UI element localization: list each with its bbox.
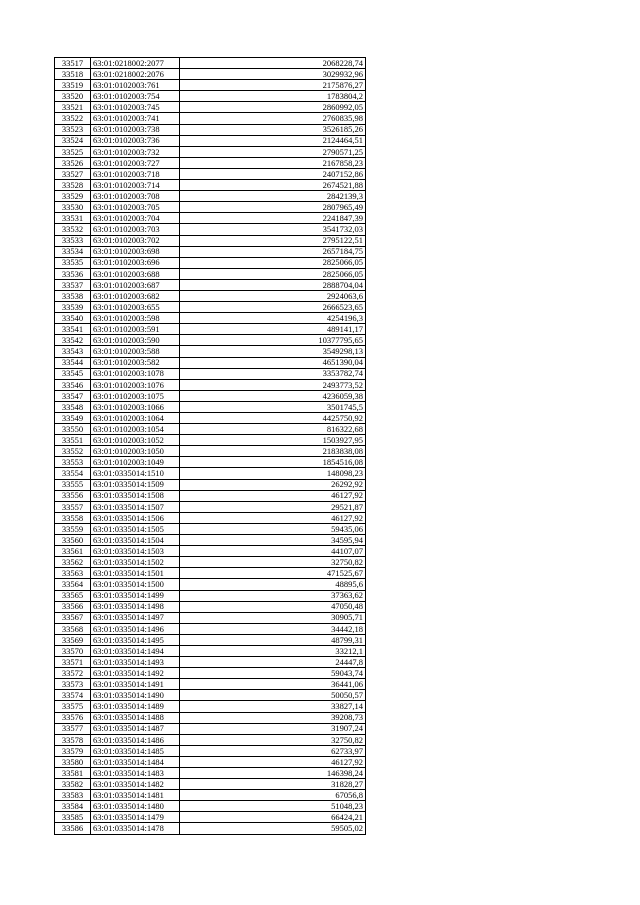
cadastral-number-cell: 63:01:0335014:1493 bbox=[91, 657, 180, 668]
cadastral-value-cell: 31828,27 bbox=[180, 779, 366, 790]
cadastral-number-cell: 63:01:0102003:704 bbox=[91, 213, 180, 224]
row-number-cell: 33518 bbox=[55, 69, 91, 80]
cadastral-number-cell: 63:01:0102003:703 bbox=[91, 224, 180, 235]
table-row bbox=[55, 235, 366, 246]
cadastral-value-cell: 47050,48 bbox=[180, 601, 366, 612]
cadastral-number-cell: 63:01:0335014:1503 bbox=[91, 546, 180, 557]
table-row bbox=[55, 768, 366, 779]
table-row bbox=[55, 146, 366, 157]
cadastral-number-cell: 63:01:0102003:582 bbox=[91, 357, 180, 368]
cadastral-value-cell: 3029932,96 bbox=[180, 69, 366, 80]
cadastral-number-cell: 63:01:0335014:1504 bbox=[91, 535, 180, 546]
row-number-cell: 33584 bbox=[55, 801, 91, 812]
table-row bbox=[55, 124, 366, 135]
row-number-cell: 33546 bbox=[55, 379, 91, 390]
row-number-cell: 33551 bbox=[55, 435, 91, 446]
row-number-cell: 33553 bbox=[55, 457, 91, 468]
cadastral-number-cell: 63:01:0335014:1492 bbox=[91, 668, 180, 679]
row-number-cell: 33569 bbox=[55, 634, 91, 645]
cadastral-value-cell: 2175876,27 bbox=[180, 80, 366, 91]
table-row bbox=[55, 135, 366, 146]
table-row bbox=[55, 568, 366, 579]
cadastral-number-cell: 63:01:0335014:1481 bbox=[91, 790, 180, 801]
cadastral-value-cell: 50050,57 bbox=[180, 690, 366, 701]
cadastral-value-cell: 66424,21 bbox=[180, 812, 366, 823]
cadastral-value-cell: 2407152,86 bbox=[180, 168, 366, 179]
cadastral-number-cell: 63:01:0102003:655 bbox=[91, 302, 180, 313]
row-number-cell: 33568 bbox=[55, 623, 91, 634]
cadastral-number-cell: 63:01:0335014:1484 bbox=[91, 756, 180, 767]
cadastral-value-cell: 2760835,98 bbox=[180, 113, 366, 124]
row-number-cell: 33529 bbox=[55, 191, 91, 202]
row-number-cell: 33541 bbox=[55, 324, 91, 335]
table-row bbox=[55, 413, 366, 424]
cadastral-number-cell: 63:01:0102003:738 bbox=[91, 124, 180, 135]
cadastral-number-cell: 63:01:0102003:702 bbox=[91, 235, 180, 246]
table-row bbox=[55, 512, 366, 523]
table-row bbox=[55, 479, 366, 490]
row-number-cell: 33573 bbox=[55, 679, 91, 690]
table-row bbox=[55, 790, 366, 801]
cadastral-value-cell: 1854516,08 bbox=[180, 457, 366, 468]
table-row bbox=[55, 623, 366, 634]
row-number-cell: 33550 bbox=[55, 424, 91, 435]
table-row bbox=[55, 801, 366, 812]
row-number-cell: 33577 bbox=[55, 723, 91, 734]
row-number-cell: 33562 bbox=[55, 557, 91, 568]
row-number-cell: 33560 bbox=[55, 535, 91, 546]
table-row bbox=[55, 657, 366, 668]
row-number-cell: 33544 bbox=[55, 357, 91, 368]
row-number-cell: 33543 bbox=[55, 346, 91, 357]
cadastral-value-cell: 4425750,92 bbox=[180, 413, 366, 424]
cadastral-number-cell: 63:01:0335014:1489 bbox=[91, 701, 180, 712]
table-row bbox=[55, 346, 366, 357]
cadastral-number-cell: 63:01:0102003:1066 bbox=[91, 401, 180, 412]
cadastral-value-cell: 34595,94 bbox=[180, 535, 366, 546]
table-row bbox=[55, 268, 366, 279]
row-number-cell: 33567 bbox=[55, 612, 91, 623]
table-row bbox=[55, 535, 366, 546]
row-number-cell: 33545 bbox=[55, 368, 91, 379]
cadastral-number-cell: 63:01:0102003:708 bbox=[91, 191, 180, 202]
cadastral-value-cell: 2825066,05 bbox=[180, 257, 366, 268]
table-row bbox=[55, 224, 366, 235]
cadastral-value-cell: 33827,14 bbox=[180, 701, 366, 712]
cadastral-number-cell: 63:01:0102003:598 bbox=[91, 313, 180, 324]
cadastral-number-cell: 63:01:0335014:1495 bbox=[91, 634, 180, 645]
cadastral-number-cell: 63:01:0102003:1075 bbox=[91, 390, 180, 401]
cadastral-value-cell: 4651390,04 bbox=[180, 357, 366, 368]
table-row bbox=[55, 180, 366, 191]
row-number-cell: 33566 bbox=[55, 601, 91, 612]
row-number-cell: 33528 bbox=[55, 180, 91, 191]
cadastral-value-cell: 29521,87 bbox=[180, 501, 366, 512]
table-row bbox=[55, 69, 366, 80]
table-row bbox=[55, 58, 366, 69]
row-number-cell: 33554 bbox=[55, 468, 91, 479]
row-number-cell: 33539 bbox=[55, 302, 91, 313]
cadastral-number-cell: 63:01:0335014:1508 bbox=[91, 490, 180, 501]
cadastral-value-cell: 2807965,49 bbox=[180, 202, 366, 213]
cadastral-value-cell: 2167858,23 bbox=[180, 157, 366, 168]
cadastral-number-cell: 63:01:0335014:1486 bbox=[91, 734, 180, 745]
row-number-cell: 33548 bbox=[55, 401, 91, 412]
cadastral-value-cell: 2657184,75 bbox=[180, 246, 366, 257]
table-row bbox=[55, 712, 366, 723]
table-row bbox=[55, 723, 366, 734]
cadastral-number-cell: 63:01:0102003:718 bbox=[91, 168, 180, 179]
cadastral-number-cell: 63:01:0102003:732 bbox=[91, 146, 180, 157]
row-number-cell: 33532 bbox=[55, 224, 91, 235]
table-body bbox=[55, 58, 366, 835]
table-row bbox=[55, 324, 366, 335]
table-row bbox=[55, 279, 366, 290]
cadastral-value-cell: 148098,23 bbox=[180, 468, 366, 479]
row-number-cell: 33582 bbox=[55, 779, 91, 790]
cadastral-number-cell: 63:01:0102003:761 bbox=[91, 80, 180, 91]
cadastral-number-cell: 63:01:0335014:1490 bbox=[91, 690, 180, 701]
cadastral-value-cell: 2924063,6 bbox=[180, 290, 366, 301]
cadastral-value-cell: 2493773,52 bbox=[180, 379, 366, 390]
row-number-cell: 33558 bbox=[55, 512, 91, 523]
row-number-cell: 33523 bbox=[55, 124, 91, 135]
cadastral-value-cell: 48799,31 bbox=[180, 634, 366, 645]
table-row bbox=[55, 557, 366, 568]
row-number-cell: 33571 bbox=[55, 657, 91, 668]
table-row bbox=[55, 690, 366, 701]
cadastral-value-cell: 2068228,74 bbox=[180, 58, 366, 69]
cadastral-value-cell: 489141,17 bbox=[180, 324, 366, 335]
cadastral-value-cell: 36441,06 bbox=[180, 679, 366, 690]
cadastral-value-cell: 1503927,95 bbox=[180, 435, 366, 446]
row-number-cell: 33521 bbox=[55, 102, 91, 113]
row-number-cell: 33557 bbox=[55, 501, 91, 512]
table-row bbox=[55, 91, 366, 102]
row-number-cell: 33570 bbox=[55, 645, 91, 656]
cadastral-number-cell: 63:01:0335014:1487 bbox=[91, 723, 180, 734]
cadastral-number-cell: 63:01:0335014:1491 bbox=[91, 679, 180, 690]
cadastral-value-cell: 31907,24 bbox=[180, 723, 366, 734]
cadastral-value-cell: 2241847,39 bbox=[180, 213, 366, 224]
row-number-cell: 33538 bbox=[55, 290, 91, 301]
cadastral-number-cell: 63:01:0102003:698 bbox=[91, 246, 180, 257]
row-number-cell: 33578 bbox=[55, 734, 91, 745]
table-row bbox=[55, 435, 366, 446]
row-number-cell: 33519 bbox=[55, 80, 91, 91]
cadastral-value-cell: 2888704,04 bbox=[180, 279, 366, 290]
cadastral-value-cell: 2790571,25 bbox=[180, 146, 366, 157]
row-number-cell: 33581 bbox=[55, 768, 91, 779]
cadastral-number-cell: 63:01:0335014:1497 bbox=[91, 612, 180, 623]
cadastral-number-cell: 63:01:0335014:1496 bbox=[91, 623, 180, 634]
cadastral-number-cell: 63:01:0102003:745 bbox=[91, 102, 180, 113]
cadastral-value-cell: 4254196,3 bbox=[180, 313, 366, 324]
table-row bbox=[55, 579, 366, 590]
row-number-cell: 33549 bbox=[55, 413, 91, 424]
table-row bbox=[55, 157, 366, 168]
cadastral-value-cell: 146398,24 bbox=[180, 768, 366, 779]
cadastral-value-cell: 471525,67 bbox=[180, 568, 366, 579]
row-number-cell: 33585 bbox=[55, 812, 91, 823]
table-row bbox=[55, 546, 366, 557]
row-number-cell: 33586 bbox=[55, 823, 91, 834]
table-row bbox=[55, 290, 366, 301]
table-row bbox=[55, 401, 366, 412]
table-row bbox=[55, 246, 366, 257]
cadastral-number-cell: 63:01:0335014:1483 bbox=[91, 768, 180, 779]
cadastral-value-cell: 4236059,38 bbox=[180, 390, 366, 401]
cadastral-value-cell: 32750,82 bbox=[180, 734, 366, 745]
table-row bbox=[55, 424, 366, 435]
cadastral-value-cell: 3541732,03 bbox=[180, 224, 366, 235]
cadastral-number-cell: 63:01:0102003:682 bbox=[91, 290, 180, 301]
cadastral-number-cell: 63:01:0335014:1506 bbox=[91, 512, 180, 523]
cadastral-value-cell: 24447,8 bbox=[180, 657, 366, 668]
cadastral-value-cell: 44107,07 bbox=[180, 546, 366, 557]
row-number-cell: 33537 bbox=[55, 279, 91, 290]
table-row bbox=[55, 501, 366, 512]
cadastral-value-cell: 39208,73 bbox=[180, 712, 366, 723]
cadastral-value-cell: 816322,68 bbox=[180, 424, 366, 435]
row-number-cell: 33559 bbox=[55, 523, 91, 534]
cadastral-value-cell: 2795122,51 bbox=[180, 235, 366, 246]
cadastral-value-cell: 67056,8 bbox=[180, 790, 366, 801]
table-row bbox=[55, 523, 366, 534]
table-row bbox=[55, 468, 366, 479]
row-number-cell: 33565 bbox=[55, 590, 91, 601]
row-number-cell: 33522 bbox=[55, 113, 91, 124]
cadastral-number-cell: 63:01:0102003:590 bbox=[91, 335, 180, 346]
cadastral-number-cell: 63:01:0335014:1510 bbox=[91, 468, 180, 479]
row-number-cell: 33527 bbox=[55, 168, 91, 179]
table-row bbox=[55, 313, 366, 324]
table-row bbox=[55, 701, 366, 712]
row-number-cell: 33533 bbox=[55, 235, 91, 246]
row-number-cell: 33555 bbox=[55, 479, 91, 490]
cadastral-number-cell: 63:01:0335014:1502 bbox=[91, 557, 180, 568]
table-row bbox=[55, 612, 366, 623]
table-row bbox=[55, 213, 366, 224]
cadastral-number-cell: 63:01:0335014:1501 bbox=[91, 568, 180, 579]
table-row bbox=[55, 634, 366, 645]
cadastral-number-cell: 63:01:0102003:754 bbox=[91, 91, 180, 102]
table-row bbox=[55, 302, 366, 313]
cadastral-value-cell: 2183838,08 bbox=[180, 446, 366, 457]
cadastral-value-cell: 33212,1 bbox=[180, 645, 366, 656]
table-row bbox=[55, 756, 366, 767]
row-number-cell: 33542 bbox=[55, 335, 91, 346]
cadastral-number-cell: 63:01:0335014:1494 bbox=[91, 645, 180, 656]
cadastral-value-cell: 46127,92 bbox=[180, 756, 366, 767]
row-number-cell: 33530 bbox=[55, 202, 91, 213]
cadastral-number-cell: 63:01:0102003:705 bbox=[91, 202, 180, 213]
row-number-cell: 33580 bbox=[55, 756, 91, 767]
row-number-cell: 33552 bbox=[55, 446, 91, 457]
table-row bbox=[55, 734, 366, 745]
row-number-cell: 33517 bbox=[55, 58, 91, 69]
table-row bbox=[55, 601, 366, 612]
cadastral-value-cell: 46127,92 bbox=[180, 490, 366, 501]
row-number-cell: 33525 bbox=[55, 146, 91, 157]
table-row bbox=[55, 679, 366, 690]
table-row bbox=[55, 490, 366, 501]
table-row bbox=[55, 168, 366, 179]
cadastral-number-cell: 63:01:0102003:591 bbox=[91, 324, 180, 335]
cadastral-value-cell: 46127,92 bbox=[180, 512, 366, 523]
cadastral-number-cell: 63:01:0335014:1507 bbox=[91, 501, 180, 512]
cadastral-number-cell: 63:01:0102003:1050 bbox=[91, 446, 180, 457]
cadastral-value-cell: 3526185,26 bbox=[180, 124, 366, 135]
row-number-cell: 33520 bbox=[55, 91, 91, 102]
cadastral-value-cell: 30905,71 bbox=[180, 612, 366, 623]
row-number-cell: 33583 bbox=[55, 790, 91, 801]
table-row bbox=[55, 102, 366, 113]
cadastral-number-cell: 63:01:0335014:1488 bbox=[91, 712, 180, 723]
cadastral-number-cell: 63:01:0335014:1480 bbox=[91, 801, 180, 812]
table-row bbox=[55, 779, 366, 790]
row-number-cell: 33576 bbox=[55, 712, 91, 723]
cadastral-value-cell: 48895,6 bbox=[180, 579, 366, 590]
cadastral-number-cell: 63:01:0335014:1479 bbox=[91, 812, 180, 823]
cadastral-number-cell: 63:01:0102003:1049 bbox=[91, 457, 180, 468]
table-row bbox=[55, 335, 366, 346]
cadastral-value-cell: 2674521,88 bbox=[180, 180, 366, 191]
cadastral-number-cell: 63:01:0102003:736 bbox=[91, 135, 180, 146]
table-row bbox=[55, 668, 366, 679]
row-number-cell: 33531 bbox=[55, 213, 91, 224]
cadastral-value-cell: 32750,82 bbox=[180, 557, 366, 568]
row-number-cell: 33540 bbox=[55, 313, 91, 324]
cadastral-number-cell: 63:01:0102003:741 bbox=[91, 113, 180, 124]
row-number-cell: 33534 bbox=[55, 246, 91, 257]
cadastral-value-cell: 59435,06 bbox=[180, 523, 366, 534]
cadastral-value-cell: 10377795,65 bbox=[180, 335, 366, 346]
cadastral-value-cell: 2666523,65 bbox=[180, 302, 366, 313]
cadastral-value-cell: 1783804,2 bbox=[180, 91, 366, 102]
cadastral-number-cell: 63:01:0218002:2077 bbox=[91, 58, 180, 69]
table-row bbox=[55, 113, 366, 124]
cadastral-value-cell: 51048,23 bbox=[180, 801, 366, 812]
row-number-cell: 33575 bbox=[55, 701, 91, 712]
table-row bbox=[55, 368, 366, 379]
row-number-cell: 33526 bbox=[55, 157, 91, 168]
cadastral-number-cell: 63:01:0102003:1078 bbox=[91, 368, 180, 379]
cadastral-value-cell: 3353782,74 bbox=[180, 368, 366, 379]
cadastral-number-cell: 63:01:0335014:1498 bbox=[91, 601, 180, 612]
cadastral-number-cell: 63:01:0335014:1505 bbox=[91, 523, 180, 534]
table-row bbox=[55, 357, 366, 368]
cadastral-value-cell: 34442,18 bbox=[180, 623, 366, 634]
table-row bbox=[55, 745, 366, 756]
cadastral-number-cell: 63:01:0102003:1064 bbox=[91, 413, 180, 424]
cadastral-value-cell: 3501745,5 bbox=[180, 401, 366, 412]
table-row bbox=[55, 202, 366, 213]
row-number-cell: 33536 bbox=[55, 268, 91, 279]
table-row bbox=[55, 390, 366, 401]
cadastral-value-cell: 2860992,05 bbox=[180, 102, 366, 113]
table-row bbox=[55, 446, 366, 457]
row-number-cell: 33563 bbox=[55, 568, 91, 579]
cadastral-number-cell: 63:01:0102003:1052 bbox=[91, 435, 180, 446]
row-number-cell: 33556 bbox=[55, 490, 91, 501]
cadastral-value-cell: 2825066,05 bbox=[180, 268, 366, 279]
cadastral-number-cell: 63:01:0335014:1485 bbox=[91, 745, 180, 756]
cadastral-number-cell: 63:01:0218002:2076 bbox=[91, 69, 180, 80]
cadastral-number-cell: 63:01:0102003:588 bbox=[91, 346, 180, 357]
table-row bbox=[55, 823, 366, 834]
cadastral-number-cell: 63:01:0102003:688 bbox=[91, 268, 180, 279]
cadastral-value-cell: 59505,02 bbox=[180, 823, 366, 834]
cadastral-value-cell: 37363,62 bbox=[180, 590, 366, 601]
cadastral-number-cell: 63:01:0335014:1500 bbox=[91, 579, 180, 590]
cadastral-number-cell: 63:01:0102003:1076 bbox=[91, 379, 180, 390]
table-row bbox=[55, 379, 366, 390]
table-row bbox=[55, 191, 366, 202]
cadastral-value-cell: 59043,74 bbox=[180, 668, 366, 679]
table-row bbox=[55, 257, 366, 268]
cadastral-number-cell: 63:01:0102003:727 bbox=[91, 157, 180, 168]
table-row bbox=[55, 645, 366, 656]
row-number-cell: 33547 bbox=[55, 390, 91, 401]
cadastral-number-cell: 63:01:0335014:1509 bbox=[91, 479, 180, 490]
table-row bbox=[55, 590, 366, 601]
row-number-cell: 33535 bbox=[55, 257, 91, 268]
table-row bbox=[55, 80, 366, 91]
cadastral-value-table bbox=[54, 57, 366, 835]
cadastral-value-cell: 26292,92 bbox=[180, 479, 366, 490]
cadastral-value-cell: 62733,97 bbox=[180, 745, 366, 756]
table-row bbox=[55, 457, 366, 468]
row-number-cell: 33579 bbox=[55, 745, 91, 756]
cadastral-value-cell: 3549298,13 bbox=[180, 346, 366, 357]
row-number-cell: 33564 bbox=[55, 579, 91, 590]
row-number-cell: 33524 bbox=[55, 135, 91, 146]
cadastral-number-cell: 63:01:0335014:1482 bbox=[91, 779, 180, 790]
cadastral-number-cell: 63:01:0335014:1478 bbox=[91, 823, 180, 834]
cadastral-value-cell: 2842139,3 bbox=[180, 191, 366, 202]
cadastral-number-cell: 63:01:0102003:687 bbox=[91, 279, 180, 290]
row-number-cell: 33561 bbox=[55, 546, 91, 557]
cadastral-number-cell: 63:01:0102003:696 bbox=[91, 257, 180, 268]
cadastral-number-cell: 63:01:0102003:714 bbox=[91, 180, 180, 191]
table-row bbox=[55, 812, 366, 823]
row-number-cell: 33572 bbox=[55, 668, 91, 679]
cadastral-number-cell: 63:01:0102003:1054 bbox=[91, 424, 180, 435]
cadastral-value-cell: 2124464,51 bbox=[180, 135, 366, 146]
row-number-cell: 33574 bbox=[55, 690, 91, 701]
cadastral-number-cell: 63:01:0335014:1499 bbox=[91, 590, 180, 601]
